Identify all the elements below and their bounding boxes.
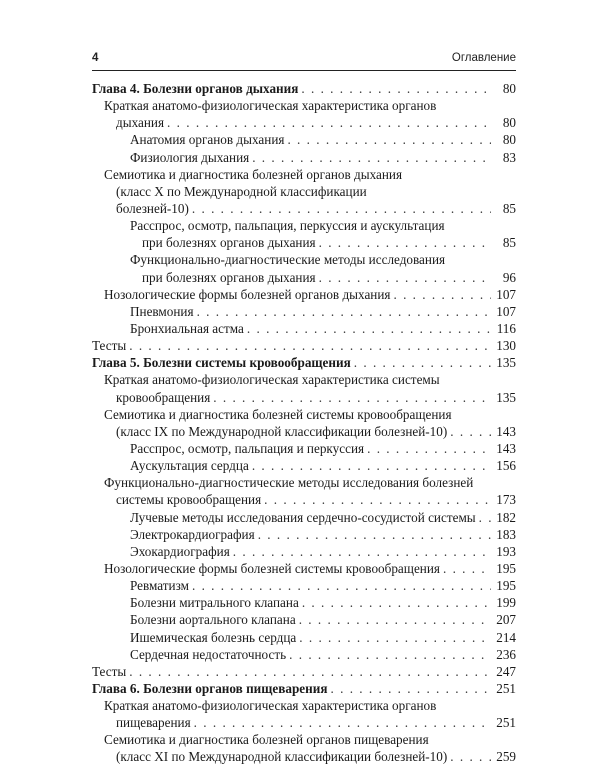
toc-entry-title: Эхокардиография [130,543,230,559]
toc-page-number: 199 [496,595,516,611]
toc-entry [92,97,516,114]
toc-page-number: 259 [496,749,516,765]
toc-page-number: 83 [502,149,516,165]
toc-entry [92,269,516,286]
toc-entry-title: Тесты [92,338,127,354]
toc-entry [92,646,516,663]
dot-leader [443,560,491,577]
dot-leader [129,663,491,680]
toc-entry [92,234,516,251]
toc-entry [92,697,516,714]
toc-page-number: 130 [496,338,516,354]
toc-entry [92,526,516,543]
toc-entry [92,577,516,594]
dot-leader [129,337,491,354]
toc-entry [92,423,516,440]
toc-entry [92,217,516,234]
toc-entry [92,491,516,508]
dot-leader [319,269,491,286]
toc-entry-title: дыхания [116,115,165,131]
dot-leader [287,131,491,148]
toc-entry [92,114,516,131]
toc-entry [92,731,516,748]
toc-entry [92,440,516,457]
toc-page-number: 135 [496,389,516,405]
toc-page-number: 247 [496,663,516,679]
toc-page-number: 135 [496,355,516,371]
toc-entry-title: Сердечная недостаточность [130,646,287,662]
toc-entry-title: Нозологические формы болезней системы кровообращения [104,560,440,576]
toc-entry-title: Глава 5. Болезни системы кровообращения [92,355,351,371]
toc-entry [92,320,516,337]
toc-entry-title: Пневмония [130,303,194,319]
toc-entry [92,629,516,646]
toc-entry-title: Функционально-диагностические методы исследования болезней [104,475,474,491]
toc-entry [92,560,516,577]
toc-entry-title: Болезни митрального клапана [130,595,299,611]
dot-leader [367,440,491,457]
dot-leader [197,303,491,320]
toc-page-number: 80 [502,132,516,148]
page-header [92,50,516,68]
dot-leader [247,320,491,337]
toc-entry-title: Болезни аортального клапана [130,612,296,628]
toc-entry-title: Ишемическая болезнь сердца [130,629,297,645]
toc-entry [92,200,516,217]
dot-leader [354,354,491,371]
toc-page-number: 195 [496,560,516,576]
toc-entry-title: Расспрос, осмотр, пальпация и перкуссия [130,440,365,456]
toc-entry [92,149,516,166]
toc-entry [92,509,516,526]
toc-entry-title: Краткая анатомо-физиологическая характеристика органов [104,698,437,714]
toc-entry-title: Ревматизм [130,578,189,594]
toc-page-number: 251 [496,680,516,696]
dot-leader [213,389,491,406]
dot-leader [252,457,491,474]
toc-entry [92,251,516,268]
dot-leader [302,594,491,611]
toc-page-number: 251 [496,715,516,731]
toc-page-number: 182 [496,509,516,525]
toc-page-number: 85 [502,235,516,251]
toc-entry-title: Краткая анатомо-физиологическая характеристика органов [104,98,437,114]
toc-page-number: 173 [496,492,516,508]
toc-entry-title: Семиотика и диагностика болезней системы кровообращения [104,406,452,422]
toc-entry-title: Физиология дыхания [130,149,250,165]
toc-chapter-entry [92,680,516,697]
toc-entry [92,594,516,611]
dot-leader [289,646,491,663]
toc-page-number: 116 [496,320,516,336]
toc-entry-title: (класс X по Международной классификации [116,183,367,199]
toc-entry [92,166,516,183]
running-title: Оглавление [451,52,516,64]
toc-entry [92,748,516,765]
dot-leader [194,714,491,731]
toc-entry-title: Аускультация сердца [130,458,249,474]
toc-entry-title: Функционально-диагностические методы исследования [130,252,446,268]
toc-page-number: 143 [496,423,516,439]
toc-entry-title: Семиотика и диагностика болезней органов пищеварения [104,732,429,748]
toc-entry-title: Глава 6. Болезни органов пищеварения [92,680,328,696]
toc-entry-title: при болезнях органов дыхания [142,235,316,251]
toc-page-number: 143 [496,440,516,456]
dot-leader [192,200,491,217]
dot-leader [252,149,491,166]
dot-leader [479,509,491,526]
toc-page-number: 107 [496,286,516,302]
header-rule [92,70,516,71]
dot-leader [258,526,491,543]
toc-entry [92,611,516,628]
toc-page-number: 107 [496,303,516,319]
dot-leader [299,611,491,628]
toc-entry [92,457,516,474]
toc-entry [92,286,516,303]
toc-entry [92,389,516,406]
toc-entry-title: Семиотика и диагностика болезней органов дыхания [104,166,403,182]
toc-entry-title: Анатомия органов дыхания [130,132,285,148]
dot-leader [301,80,491,97]
toc-entry-title: Нозологические формы болезней органов дыхания [104,286,391,302]
toc-entry [92,474,516,491]
toc-entry [92,406,516,423]
toc-page-number: 195 [496,578,516,594]
toc-entry-title: (класс IX по Международной классификации болезней-10) [116,423,448,439]
toc-entry-title: Тесты [92,663,127,679]
dot-leader [450,748,491,765]
toc-chapter-entry [92,354,516,371]
toc-entry [92,543,516,560]
toc-entry-title: Краткая анатомо-физиологическая характеристика системы [104,372,440,388]
dot-leader [393,286,491,303]
dot-leader [450,423,491,440]
toc-entry-title: пищеварения [116,715,191,731]
toc-entry [92,371,516,388]
toc-entry [92,183,516,200]
toc-entry-title: при болезнях органов дыхания [142,269,316,285]
toc-entry [92,303,516,320]
toc-entry-title: Глава 4. Болезни органов дыхания [92,81,299,96]
toc-page-number: 236 [496,646,516,662]
toc-entry-title: Электрокардиография [130,526,255,542]
toc-entry-title: (класс XI по Международной классификации болезней-10) [116,749,448,765]
dot-leader [264,491,491,508]
toc-entry-title: системы кровообращения [116,492,262,508]
dot-leader [299,629,491,646]
dot-leader [192,577,491,594]
toc-page-number: 183 [496,526,516,542]
table-of-contents [92,80,516,766]
toc-entry [92,337,516,354]
toc-page-number: 156 [496,458,516,474]
toc-entry-title: Расспрос, осмотр, пальпация, перкуссия и аускультация [130,218,445,234]
toc-page-number: 96 [502,269,516,285]
toc-entry-title: кровообращения [116,389,211,405]
toc-page-number: 85 [502,200,516,216]
toc-page-number: 80 [502,115,516,131]
toc-page-number: 214 [496,629,516,645]
toc-entry [92,131,516,148]
toc-entry-title: болезней-10) [116,200,189,216]
toc-page-number: 80 [502,81,516,96]
toc-page-number: 207 [496,612,516,628]
toc-chapter-entry [92,80,516,97]
toc-entry-title: Бронхиальная астма [130,320,244,336]
page-number: 4 [92,52,99,64]
toc-entry-title: Лучевые методы исследования сердечно-сосудистой системы [130,509,476,525]
toc-page-number: 193 [496,543,516,559]
toc-entry [92,714,516,731]
dot-leader [319,234,491,251]
dot-leader [331,680,492,697]
dot-leader [167,114,491,131]
dot-leader [233,543,491,560]
toc-entry [92,663,516,680]
